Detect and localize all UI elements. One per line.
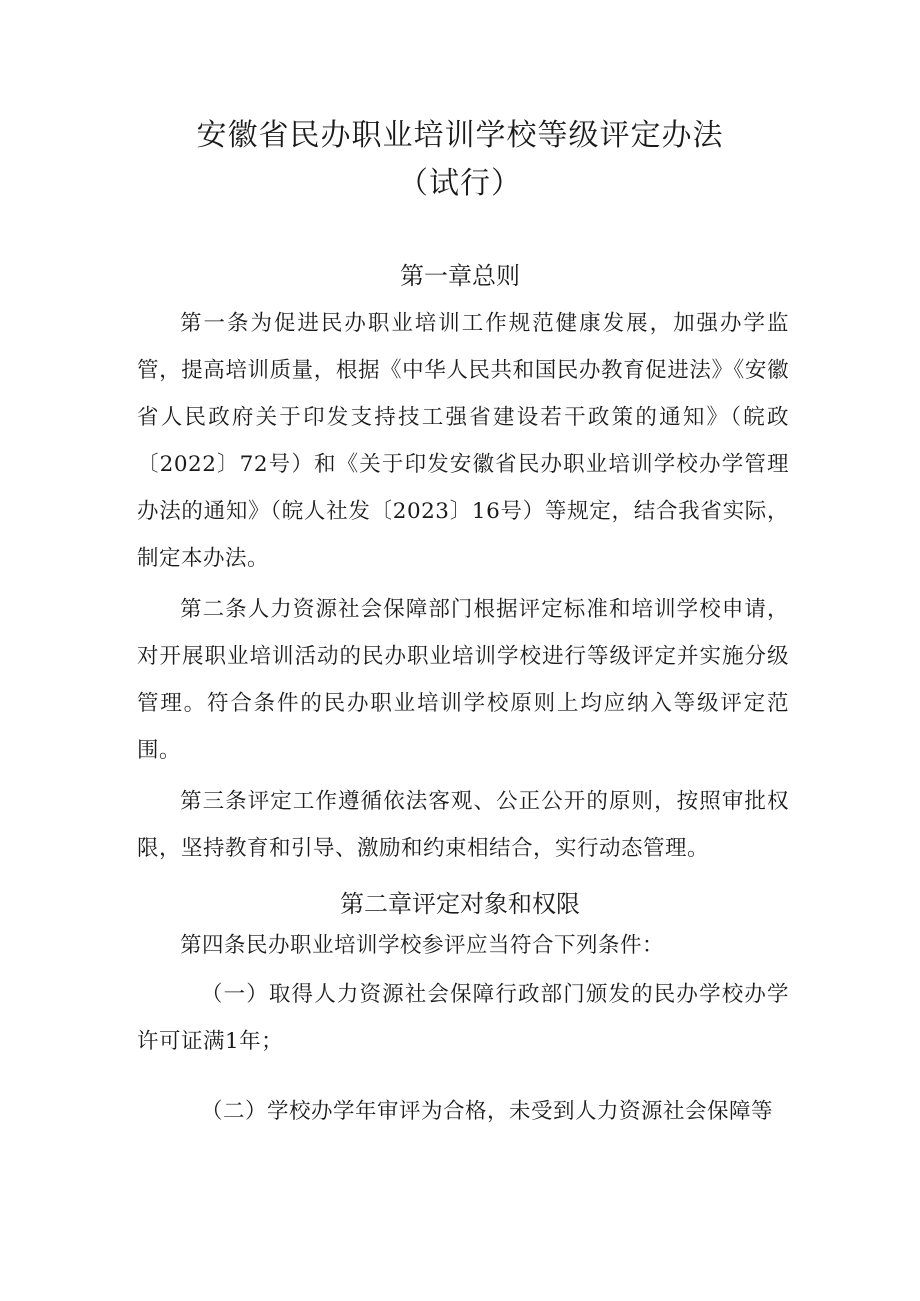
article-paragraph: 第四条民办职业培训学校参评应当符合下列条件：	[180, 933, 665, 958]
chapter-heading: 第二章评定对象和权限	[340, 890, 580, 918]
article-item: （一）取得人力资源社会保障行政部门颁发的民办学校办学许可证满1年；	[137, 982, 789, 1054]
article-paragraph: 第三条评定工作遵循依法客观、公正公开的原则，按照审批权限，坚持教育和引导、激励和约束相结合，实行动态管理。	[137, 789, 789, 861]
article-paragraph: 第一条为促进民办职业培训工作规范健康发展，加强办学监管，提高培训质量，根据《中华人民共和国民办教育促进法》《安徽省人民政府关于印发支持技工强省建设若干政策的通知》（皖政〔2022〕72号）和《关于印发安徽省民办职业培训学校办学管理办法的通知》（皖人社发〔2023〕16号）等规定，结合我省实际，制定本办法。	[137, 311, 789, 571]
article-item: （二）学校办学年审评为合格，未受到人力资源社会保障等	[201, 1099, 774, 1124]
article-paragraph: 第二条人力资源社会保障部门根据评定标准和培训学校申请，对开展职业培训活动的民办职业培训学校进行等级评定并实施分级管理。符合条件的民办职业培训学校原则上均应纳入等级评定范围。	[137, 597, 789, 763]
chapter-heading: 第一章总则	[400, 262, 520, 290]
document-title: 安徽省民办职业培训学校等级评定办法	[196, 118, 724, 153]
document-subtitle: （试行）	[398, 166, 522, 201]
